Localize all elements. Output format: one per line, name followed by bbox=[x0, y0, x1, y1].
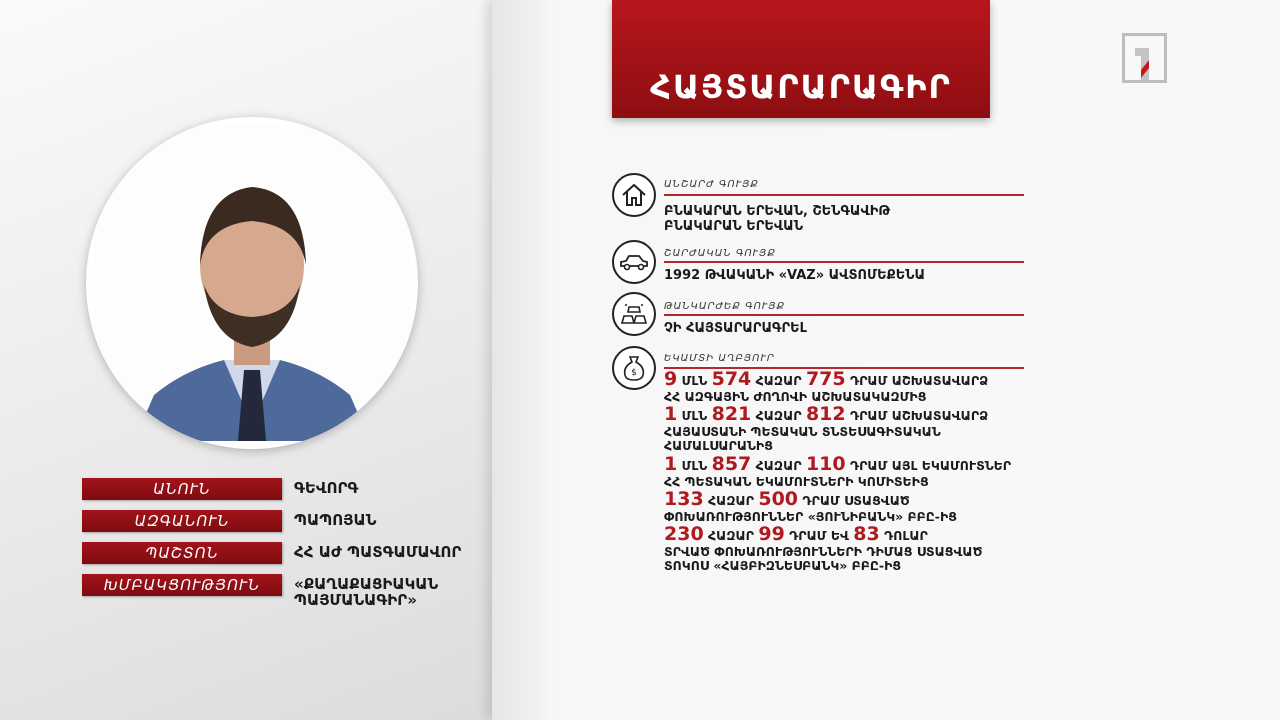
page-title: ՀԱՅՏԱՐԱՐԱԳԻՐ bbox=[650, 68, 952, 106]
section-text: ԲՆԱԿԱՐԱՆ ԵՐԵՎԱՆ bbox=[664, 219, 804, 234]
income-amount: 9 bbox=[664, 368, 678, 390]
income-amount: 99 bbox=[758, 523, 785, 545]
income-amount: 775 bbox=[805, 368, 846, 390]
money-bag-icon bbox=[612, 346, 656, 390]
income-headline bbox=[664, 370, 988, 390]
income-amount: 500 bbox=[758, 488, 799, 510]
income-amount: 1 bbox=[664, 403, 678, 425]
income-text: ԴՈԼԱՐ bbox=[879, 528, 928, 543]
income-amount: 83 bbox=[853, 523, 880, 545]
income-text: ՄԼՆ bbox=[677, 458, 712, 473]
income-text: ՄԼՆ bbox=[677, 373, 712, 388]
field-position bbox=[82, 542, 462, 564]
income-amount: 821 bbox=[711, 403, 752, 425]
house-icon bbox=[612, 173, 656, 217]
section-text: ԲՆԱԿԱՐԱՆ ԵՐԵՎԱՆ, ՇԵՆԳԱՎԻԹ bbox=[664, 204, 891, 219]
section-caption: ԱՆՇԱՐԺ ԳՈՒՅՔ bbox=[664, 179, 759, 190]
field-label: ԽՄԲԱԿՑՈՒԹՅՈՒՆ bbox=[82, 574, 282, 596]
income-amount: 133 bbox=[664, 488, 704, 510]
income-item bbox=[664, 405, 988, 453]
field-value: ՊԱՊՈՅԱՆ bbox=[294, 511, 377, 529]
svg-text:$: $ bbox=[631, 368, 637, 378]
field-value: ՀՀ ԱԺ ՊԱՏԳԱՄԱՎՈՐ bbox=[294, 543, 462, 561]
income-text: ՀԱԶԱՐ bbox=[703, 528, 759, 543]
income-amount: 574 bbox=[711, 368, 752, 390]
income-headline bbox=[664, 455, 1011, 475]
income-headline bbox=[664, 405, 988, 425]
income-text: ՀԱԶԱՐ bbox=[751, 408, 806, 423]
field-value: ԳԵՎՈՐԳ bbox=[294, 479, 359, 497]
income-item bbox=[664, 370, 988, 404]
income-text: ԴՐԱՄ ԱՇԽԱՏԱՎԱՐՁ bbox=[845, 408, 989, 423]
income-headline bbox=[664, 525, 982, 545]
income-text: ՀԱԶԱՐ bbox=[751, 373, 806, 388]
income-amount: 230 bbox=[664, 523, 704, 545]
income-headline bbox=[664, 490, 957, 510]
section-caption: ԹԱՆԿԱՐԺԵՔ ԳՈՒՅՔ bbox=[664, 301, 786, 312]
section-text: 1992 ԹՎԱԿԱՆԻ «VAZ» ԱՎՏՈՄԵՔԵՆԱ bbox=[664, 268, 926, 283]
section-caption: ԵԿԱՄՏԻ ԱՂԲՅՈՒՐ bbox=[664, 353, 775, 364]
income-detail: ՀԱՅԱՍՏԱՆԻ ՊԵՏԱԿԱՆ ՏՆՏԵՍԱԳԻՏԱԿԱՆ bbox=[664, 424, 941, 439]
income-detail: ՀՀ ՊԵՏԱԿԱՆ ԵԿԱՄՈՒՏՆԵՐԻ ԿՈՄԻՏԵԻՑ bbox=[664, 474, 929, 489]
income-detail: ՏՐՎԱԾ ՓՈԽԱՌՈՒԹՅՈՒՆՆԵՐԻ ԴԻՄԱՑ ՍՏԱՑՎԱԾ bbox=[664, 544, 983, 559]
divider bbox=[664, 261, 1024, 263]
income-item bbox=[664, 525, 982, 573]
left-panel bbox=[0, 0, 492, 720]
income-text: ՀԱԶԱՐ bbox=[703, 493, 759, 508]
field-label: ՊԱՇՏՈՆ bbox=[82, 542, 282, 564]
field-value-line2: ՊԱՅՄԱՆԱԳԻՐ» bbox=[294, 591, 417, 609]
income-amount: 110 bbox=[805, 453, 846, 475]
income-detail: ՀՀ ԱԶԳԱՅԻՆ ԺՈՂՈՎԻ ԱՇԽԱՏԱԿԱԶՄԻՑ bbox=[664, 389, 927, 404]
divider bbox=[664, 194, 1024, 196]
income-detail: ՓՈԽԱՌՈՒԹՅՈՒՆՆԵՐ «ՅՈՒՆԻԲԱՆԿ» ԲԲԸ-ԻՑ bbox=[664, 509, 958, 524]
section-caption: ՇԱՐԺԱԿԱՆ ԳՈՒՅՔ bbox=[664, 248, 776, 259]
field-label: ԱԶԳԱՆՈՒՆ bbox=[82, 510, 282, 532]
logo-one-icon bbox=[1125, 36, 1164, 80]
channel-logo bbox=[1122, 33, 1167, 83]
income-detail: ՀԱՄԱԼՍԱՐԱՆԻՑ bbox=[664, 438, 773, 453]
income-item bbox=[664, 490, 957, 524]
divider bbox=[664, 314, 1024, 316]
income-text: ԴՐԱՄ ԱՇԽԱՏԱՎԱՐՁ bbox=[845, 373, 989, 388]
portrait-photo bbox=[86, 117, 418, 449]
income-text: ԴՐԱՄ ԱՅԼ ԵԿԱՄՈՒՏՆԵՐ bbox=[845, 458, 1012, 473]
gold-bars-icon bbox=[612, 292, 656, 336]
person-silhouette bbox=[94, 125, 410, 441]
field-faction bbox=[82, 574, 439, 609]
field-label: ԱՆՈՒՆ bbox=[82, 478, 282, 500]
car-icon bbox=[612, 240, 656, 284]
section-text: ՉԻ ՀԱՅՏԱՐԱՐԱԳՐԵԼ bbox=[664, 321, 807, 336]
income-amount: 857 bbox=[711, 453, 752, 475]
income-text: ՄԼՆ bbox=[677, 408, 712, 423]
field-surname bbox=[82, 510, 377, 532]
income-amount: 812 bbox=[805, 403, 846, 425]
income-item bbox=[664, 455, 1011, 489]
title-banner bbox=[612, 0, 990, 118]
income-detail: ՏՈԿՈՍ «ՀԱՅԲԻԶՆԵՍԲԱՆԿ» ԲԲԸ-ԻՑ bbox=[664, 558, 902, 573]
income-amount: 1 bbox=[664, 453, 678, 475]
field-value: «ՔԱՂԱՔԱՑԻԱԿԱՆ bbox=[294, 575, 439, 593]
income-text: ԴՐԱՄ ԵՎ bbox=[784, 528, 854, 543]
income-text: ԴՐԱՄ ՍՏԱՑՎԱԾ bbox=[798, 493, 910, 508]
field-name bbox=[82, 478, 359, 500]
income-text: ՀԱԶԱՐ bbox=[751, 458, 806, 473]
